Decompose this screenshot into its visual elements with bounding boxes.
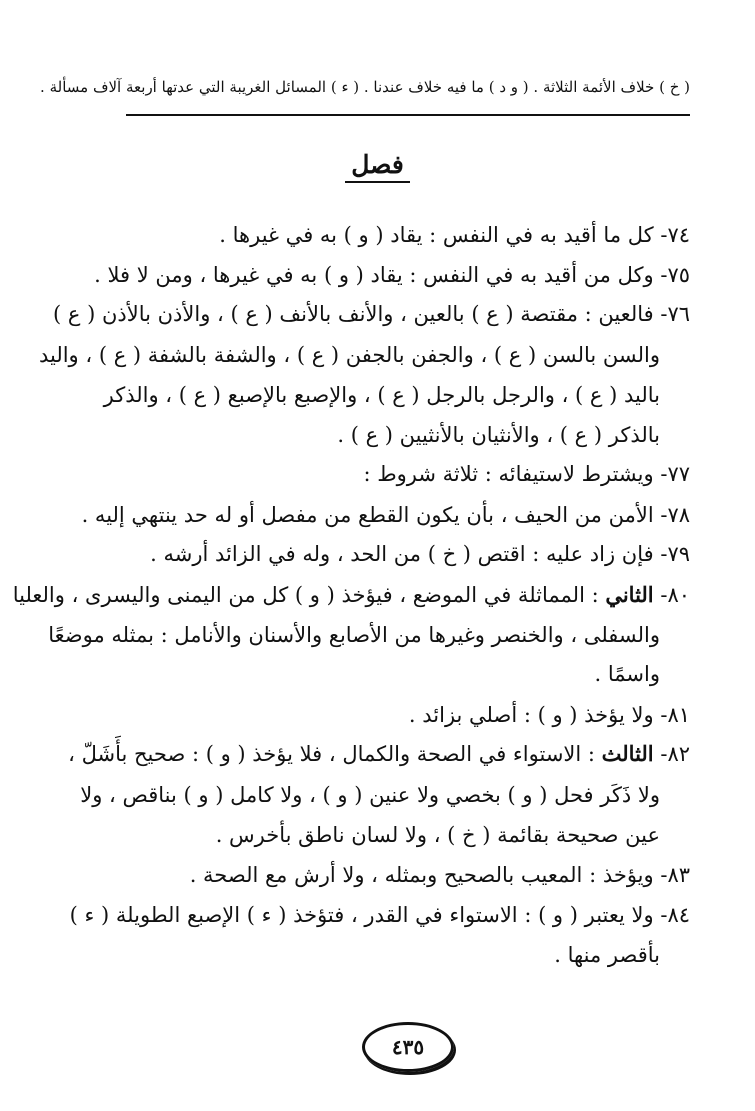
text-line (80, 262, 690, 287)
line-text: بالذكر ( ع ) ، والأنثيان بالأنثيين ( ع ) . (337, 423, 660, 447)
item-number: ٨١- (653, 703, 690, 727)
line-text: عين صحيحة بقائمة ( خ ) ، ولا لسان ناطق بأخرس . (215, 823, 660, 847)
item-number: ٨٠- (653, 583, 690, 607)
text-line (12, 582, 690, 607)
text-line (53, 301, 690, 326)
line-text: فالعين : مقتصة ( ع ) بالعين ، والأنف بالأنف ( ع ) ، والأذن بالأذن ( ع ) (53, 302, 654, 326)
line-text: : الاستواء في الصحة والكمال ، فلا يؤخذ ( و ) : صحيح بأَشَلّ ، (68, 742, 602, 766)
text-line (80, 382, 660, 407)
section-heading (0, 150, 755, 183)
item-number: ٧٦- (653, 302, 690, 326)
item-number: ٨٤- (653, 903, 690, 927)
line-text: بأقصر منها . (554, 943, 660, 967)
text-line (80, 502, 690, 527)
item-number: ٧٥- (653, 263, 690, 287)
text-line (48, 622, 660, 647)
line-text: : المماثلة في الموضع ، فيؤخذ ( و ) كل من اليمنى واليسرى ، والعليا (12, 583, 606, 607)
line-text: وكل من أقيد به في النفس : يقاد ( و ) به في غيرها ، ومن لا فلا . (94, 263, 654, 287)
line-text: واسمًا . (594, 662, 660, 686)
line-text: ولا يؤخذ ( و ) : أصلي بزائد . (408, 703, 654, 727)
line-text: والسفلى ، والخنصر وغيرها من الأصابع والأسنان والأنامل : بمثله موضعًا (48, 623, 660, 647)
running-header: ( خ ) خلاف الأئمة الثلاثة . ( و د ) ما فيه خلاف عندنا . ( ء ) المسائل الغريبة التي عدتها أربعة آلاف مسألة . (40, 78, 690, 96)
text-line (80, 222, 690, 247)
line-text: والسن بالسن ( ع ) ، والجفن بالجفن ( ع ) ، والشفة بالشفة ( ع ) ، واليد (38, 343, 660, 367)
line-text: ويؤخذ : المعيب بالصحيح وبمثله ، ولا أرش مع الصحة . (189, 863, 654, 887)
text-line (38, 342, 660, 367)
item-number: ٨٣- (653, 863, 690, 887)
item-label: الثالث (601, 741, 654, 766)
page-number: ٤٣٥ (362, 1022, 454, 1072)
text-line (80, 942, 660, 967)
item-number: ٧٤- (653, 223, 690, 247)
item-number: ٧٧- (653, 462, 690, 486)
line-text: الأمن من الحيف ، بأن يكون القطع من مفصل أو له حد ينتهي إليه . (81, 503, 654, 527)
text-line (68, 741, 690, 766)
text-line (80, 661, 660, 686)
text-line (80, 862, 690, 887)
header-rule (126, 114, 690, 116)
line-text: ويشترط لاستيفائه : ثلاثة شروط : (363, 462, 654, 486)
text-line (80, 461, 690, 486)
line-text: باليد ( ع ) ، والرجل بالرجل ( ع ) ، والإصبع بالإصبع ( ع ) ، والذكر (103, 383, 660, 407)
item-number: ٧٩- (653, 542, 690, 566)
item-label: الثاني (605, 582, 654, 607)
text-line (80, 782, 660, 807)
item-number: ٨٢- (653, 742, 690, 766)
line-text: ولا يعتبر ( و ) : الاستواء في القدر ، فتؤخذ ( ء ) الإصبع الطويلة ( ء ) (69, 903, 654, 927)
text-line (69, 902, 690, 927)
line-text: كل ما أقيد به في النفس : يقاد ( و ) به في غيرها . (219, 223, 654, 247)
item-number: ٧٨- (653, 503, 690, 527)
line-text: فإن زاد عليه : اقتص ( خ ) من الحد ، وله في الزائد أرشه . (150, 542, 654, 566)
text-line (80, 541, 690, 566)
section-heading-text: فصل (345, 150, 410, 183)
text-line (80, 702, 690, 727)
line-text: ولا ذَكَر فحل ( و ) بخصي ولا عنين ( و ) ، ولا كامل ( و ) بناقص ، ولا (80, 783, 660, 807)
text-line (80, 822, 660, 847)
text-line (80, 422, 660, 447)
